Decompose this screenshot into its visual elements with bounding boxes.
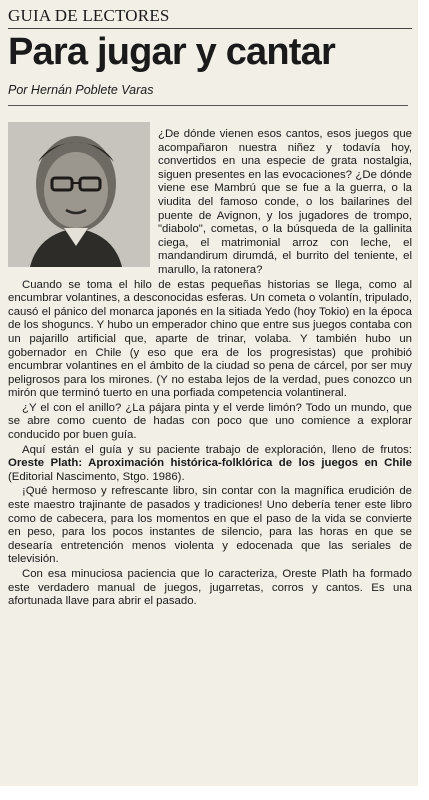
article-body xyxy=(8,128,412,609)
section-label: GUIA DE LECTORES xyxy=(8,6,412,29)
byline: Por Hernán Poblete Varas xyxy=(8,83,408,106)
paragraph-6: Con esa minuciosa paciencia que lo caracteriza, Oreste Plath ha formado este verdadero manual de juegos, jugarretas, corros y cantos. Es una afortunada llave para abrir el pasado. xyxy=(8,568,412,608)
book-title: Oreste Plath: Aproximación histórica-folklórica de los juegos en Chile xyxy=(8,457,412,470)
paragraph-3: ¿Y el con el anillo? ¿La pájara pinta y el verde limón? Todo un mundo, que se abre como cuento de hadas con poco que uno comience a explorar conducido por buen guía. xyxy=(8,401,412,442)
paragraph-5: ¡Qué hermoso y refrescante libro, sin contar con la magnífica erudición de este maestro trajinante de pasados y tradiciones! Uno debería tener este libro como de cabecera, para los momentos en que el paso de la vida se convierte en peso, para los pocos instantes de silencio, para las horas en que se desearía entretención menos violenta y edocenada que las seriales de televisión. xyxy=(8,485,412,566)
headline: Para jugar y cantar xyxy=(8,31,335,73)
paragraph-4 xyxy=(8,444,412,485)
paragraph-1: ¿De dónde vienen esos cantos, esos juegos que acompañaron nuestra niñez y todavía hoy, convertidos en una especie de grata nostalgia, siguen presentes en las evocaciones? ¿De dónde viene ese Mambrú que se fue a la guerra, o la viudita del famoso conde, o los bailarines del puente de Avignon, y los jugadores de trompo, "diabolo", cometas, o la búsqueda de la gallinita ciega, el matrimonial arroz con leche, el mandandirum dirumdá, el burrito del teniente, el marullo, la ratonera? xyxy=(158,128,412,276)
author-portrait-image xyxy=(8,122,150,267)
paragraph-2: Cuando se toma el hilo de estas pequeñas historias se llega, como al encumbrar volantines, a desconocidas esferas. Un cometa o volantín, tripulado, causó el pánico del monarca japonés en la sitiada Yedo (hoy Tokio) en la época de los shoguncs. Y hubo un emperador chino que entre sus juegos contaba con un pajarillo artificial que, aparte de trinar, volaba. Y también hubo un gobernador en Chile (y eso que era de los progresistas) que prohibió encumbrar volantines en el ámbito de la ciudad so pena de cárcel, por ser muy peligrosos para los mirones. (Y no estaba lejos de la verdad, pues conozco un mirón que terminó tuerto en una porfiada competencia volantineral. xyxy=(8,278,412,400)
book-ref-after: (Editorial Nascimento, Stgo. 1986). xyxy=(8,470,185,483)
author-photo xyxy=(8,122,150,267)
book-ref-before: Aquí están el guía y su paciente trabajo de exploración, lleno de frutos: xyxy=(22,443,412,456)
